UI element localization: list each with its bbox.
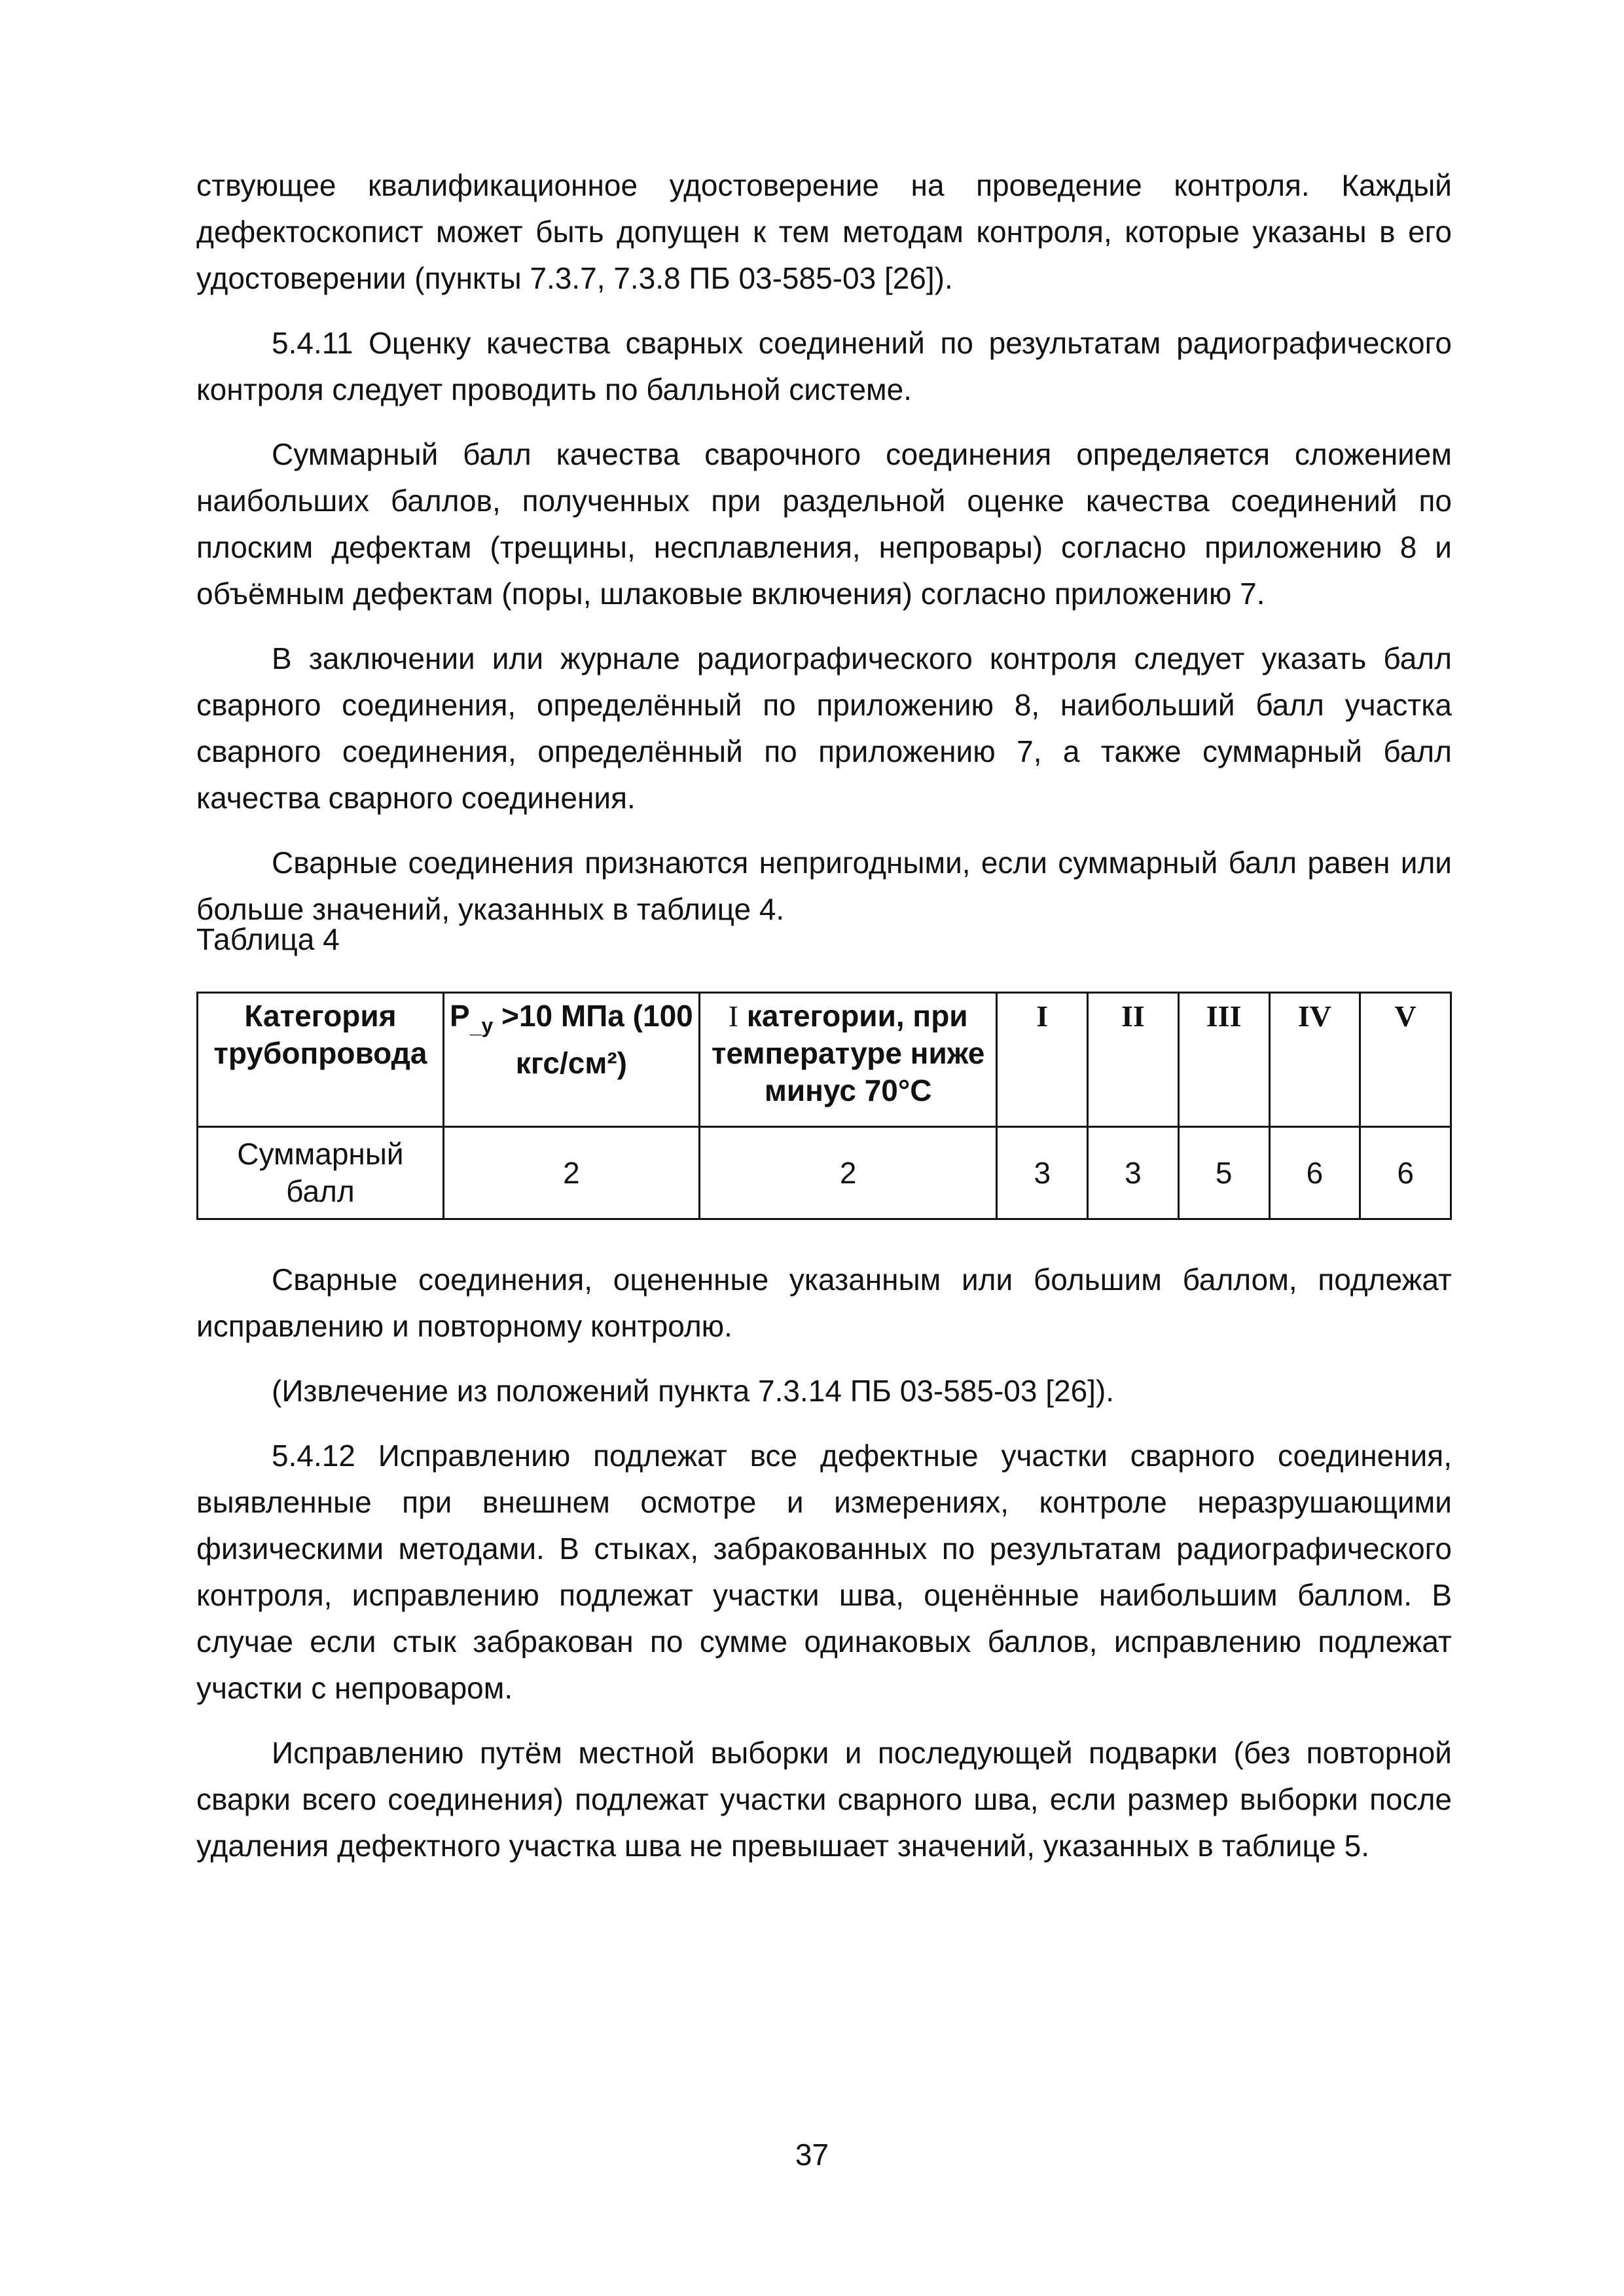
pressure-value: >10 МПа (100 кгс/см²): [493, 999, 693, 1081]
paragraph: В заключении или журнале радиографического контроля следует указать балл сварного соединения, определённый по приложению 8, наибольший балл участка сварного соединения, определённый по приложению 7, а также суммарный балл качества сварного соединения.: [196, 641, 1452, 815]
header-category-4: IV: [1269, 993, 1360, 1127]
roman-numeral: I: [728, 999, 739, 1033]
paragraph: Сварные соединения, оцененные указанным или большим баллом, подлежат исправлению и повторному контролю.: [196, 1263, 1452, 1343]
header-category-1: I: [997, 993, 1088, 1127]
header-category-3: III: [1178, 993, 1269, 1127]
paragraph: (Извлечение из положений пункта 7.3.14 ПБ 03-585-03 [26]).: [272, 1374, 1115, 1408]
paragraph: Исправлению путём местной выборки и последующей подварки (без повторной сварки всего соединения) подлежат участки сварного шва, если размер выборки после удаления дефектного участка шва не превышает значений, указанных в таблице 5.: [196, 1736, 1452, 1863]
table-cell: 5: [1178, 1127, 1269, 1219]
paragraph: Суммарный балл качества сварочного соединения определяется сложением наибольших баллов, полученных при раздельной оценке качества соединений по плоским дефектам (трещины, несплавления, непровары) согласно приложению 8 и объёмным дефектам (поры, шлаковые включения) согласно приложению 7.: [196, 437, 1452, 611]
header-category-2: II: [1088, 993, 1179, 1127]
low-temperature-text: категории, при температуре ниже минус 70°C: [711, 999, 985, 1107]
header-low-temperature: [699, 993, 996, 1127]
header-category-5: V: [1360, 993, 1451, 1127]
table-cell: 2: [443, 1127, 699, 1219]
paragraph: Сварные соединения признаются непригодными, если суммарный балл равен или больше значений, указанных в таблице 4.: [196, 846, 1452, 926]
header-pressure: [443, 993, 699, 1127]
table-cell: 6: [1269, 1127, 1360, 1219]
pressure-symbol: P: [450, 999, 470, 1033]
table-caption: Таблица 4: [196, 922, 340, 956]
pressure-subscript: _у: [469, 1014, 494, 1038]
table-cell: 3: [1088, 1127, 1179, 1219]
table-cell: 3: [997, 1127, 1088, 1219]
paragraph: ствующее квалификационное удостоверение на проведение контроля. Каждый дефектоскопист может быть допущен к тем методам контроля, которые указаны в его удостоверении (пункты 7.3.7, 7.3.8 ПБ 03-585-03 [26]).: [196, 168, 1452, 295]
header-category: Категория трубопровода: [198, 993, 444, 1127]
page-number: 37: [795, 2138, 829, 2172]
body-text-top: [196, 162, 1452, 951]
paragraph: 5.4.12 Исправлению подлежат все дефектные участки сварного соединения, выявленные при внешнем осмотре и измерениях, контроле неразрушающими физическими методами. В стыках, забракованных по результатам радиографического контроля, исправлению подлежат участки шва, оценённые наибольшим баллом. В случае если стык забракован по сумме одинаковых баллов, исправлению подлежат участки с непроваром.: [196, 1439, 1452, 1705]
table-header-row: [198, 993, 1451, 1127]
table-cell: 6: [1360, 1127, 1451, 1219]
score-table: [196, 992, 1452, 1220]
table-cell: 2: [699, 1127, 996, 1219]
table-row: [198, 1127, 1451, 1219]
paragraph: 5.4.11 Оценку качества сварных соединений по результатам радиографического контроля следует проводить по балльной системе.: [196, 326, 1452, 406]
row-label: Суммарный балл: [198, 1127, 444, 1219]
body-text-bottom: [196, 1257, 1452, 1888]
